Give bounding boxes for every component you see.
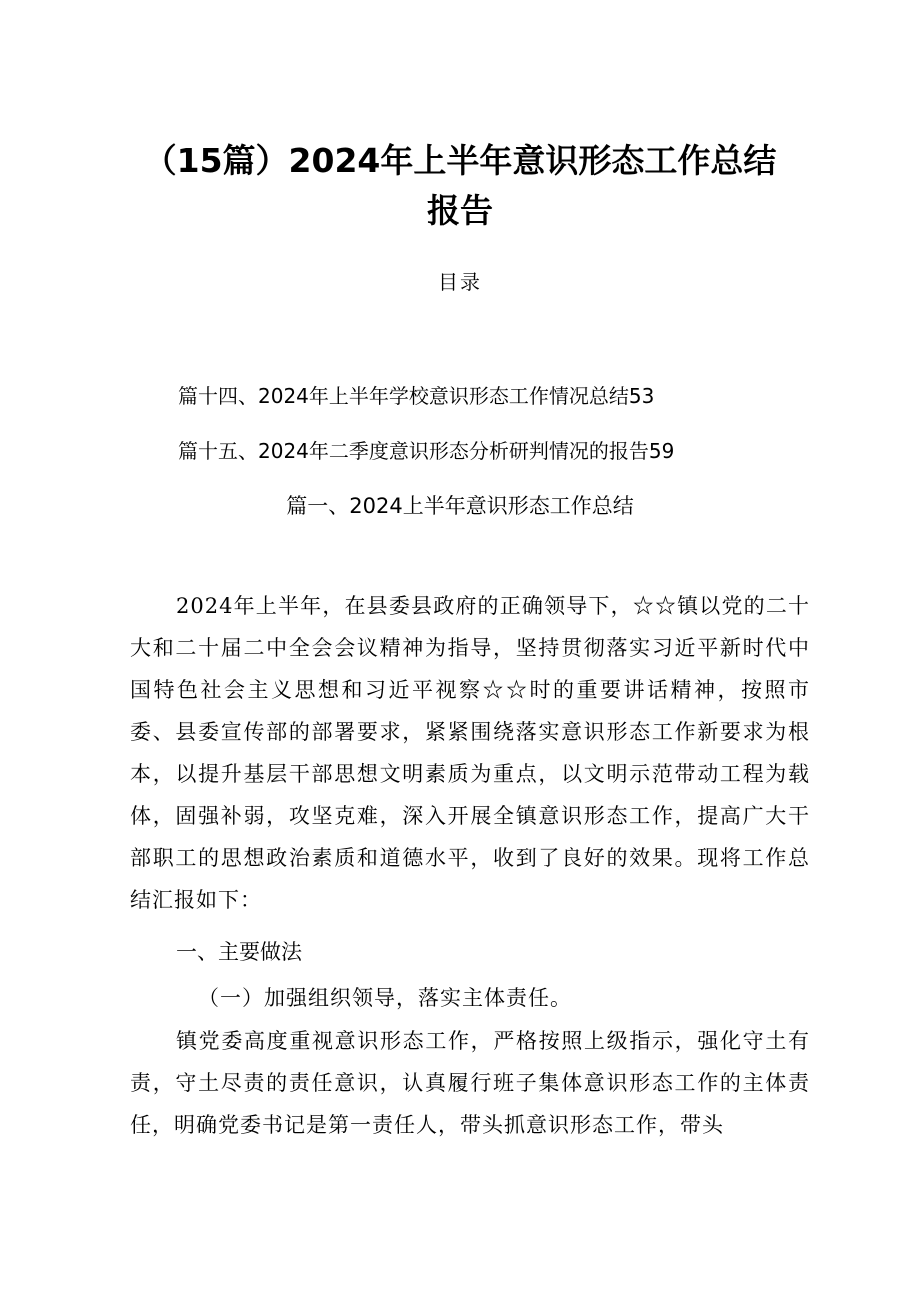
section-title: 篇一、2024上半年意识形态工作总结 xyxy=(286,494,634,518)
title-line-2: 报告 xyxy=(427,191,493,230)
document-title xyxy=(60,136,860,236)
toc-item[interactable]: 篇十四、2024年上半年学校意识形态工作情况总结53 xyxy=(178,384,655,408)
body-paragraph: 2024年上半年，在县委县政府的正确领导下，☆☆镇以党的二十大和二十届二中全会会议精神为指导，坚持贯彻落实习近平新时代中国特色社会主义思想和习近平视察☆☆时的重要讲话精神，按照市委、县委宣传部的部署要求，紧紧围绕落实意识形态工作新要求为根本，以提升基层干部思想文明素质为重点，以文明示范带动工程为载体，固强补弱，攻坚克难，深入开展全镇意识形态工作，提高广大干部职工的思想政治素质和道德水平，收到了良好的效果。现将工作总结汇报如下： xyxy=(130,594,810,912)
toc-heading: 目录 xyxy=(438,270,482,294)
title-line-1: （15篇）2024年上半年意识形态工作总结 xyxy=(143,141,777,180)
section-heading: 一、主要做法 xyxy=(176,940,302,964)
sub-heading: （一）加强组织领导，落实主体责任。 xyxy=(198,986,572,1010)
body-paragraph: 镇党委高度重视意识形态工作，严格按照上级指示，强化守土有责，守土尽责的责任意识，认真履行班子集体意识形态工作的主体责任，明确党委书记是第一责任人，带头抓意识形态工作，带头 xyxy=(130,1029,810,1137)
toc-item[interactable]: 篇十五、2024年二季度意识形态分析研判情况的报告59 xyxy=(178,439,675,463)
